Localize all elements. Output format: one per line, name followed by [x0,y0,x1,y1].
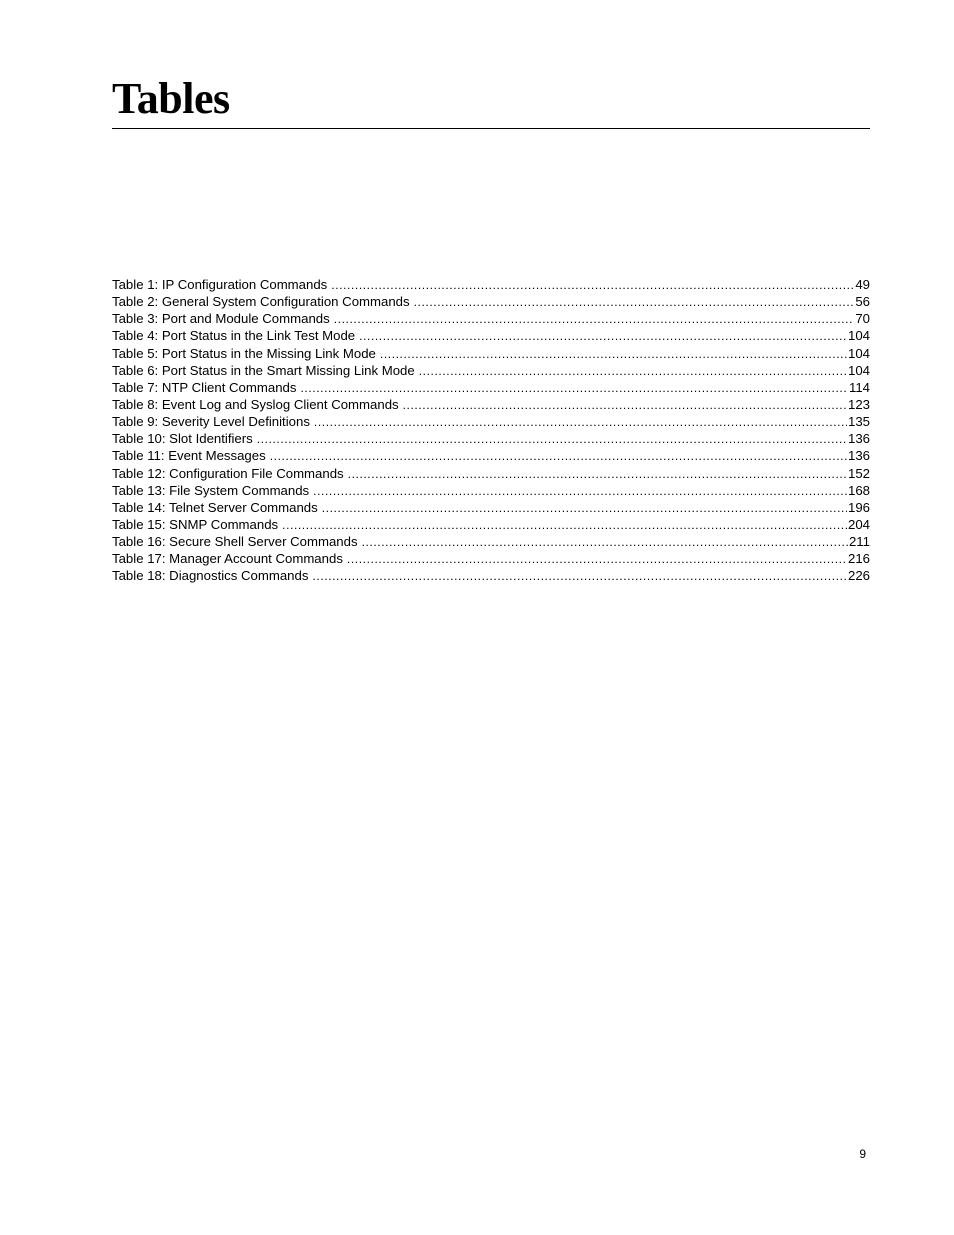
dot-leader [334,311,855,328]
dot-leader [380,346,847,363]
toc-entry[interactable] [112,430,870,447]
toc-entry-page[interactable]: 114 [848,379,870,395]
toc-entry-page[interactable]: 70 [855,311,870,327]
toc-entry-label[interactable]: Table 7: NTP Client Commands [112,379,297,395]
dot-leader [322,500,847,517]
toc-entry[interactable] [112,345,870,362]
toc-entry-page[interactable]: 123 [847,396,870,412]
toc-entry[interactable] [112,327,870,344]
toc-entry[interactable] [112,413,870,430]
toc-entry-page[interactable]: 211 [848,534,870,550]
toc-entry-label[interactable]: Table 16: Secure Shell Server Commands [112,534,358,550]
toc-entry-label[interactable]: Table 13: File System Commands [112,482,310,498]
dot-leader [270,448,847,465]
toc-entry-page[interactable]: 56 [855,294,870,310]
toc-entry-page[interactable]: 135 [847,414,870,430]
dot-leader [300,380,848,397]
toc-entry[interactable] [112,533,870,550]
dot-leader [362,534,848,551]
toc-entry-label[interactable]: Table 11: Event Messages [112,448,266,464]
toc-entry[interactable] [112,516,870,533]
toc-entry-page[interactable]: 216 [847,551,870,567]
toc-entry-page[interactable]: 168 [847,482,870,498]
toc-entry[interactable] [112,499,870,516]
toc-entry[interactable] [112,293,870,310]
toc-entry-page[interactable]: 104 [847,362,870,378]
toc-entry-label[interactable]: Table 15: SNMP Commands [112,516,279,532]
toc-entry-label[interactable]: Table 9: Severity Level Definitions [112,414,310,430]
dot-leader [313,483,847,500]
toc-entry[interactable] [112,567,870,584]
toc-entry-page[interactable]: 226 [847,568,870,584]
toc-entry-label[interactable]: Table 3: Port and Module Commands [112,311,330,327]
toc-entry-page[interactable]: 136 [847,431,870,447]
toc-entry-page[interactable]: 49 [855,277,870,292]
toc-entry[interactable] [112,276,870,293]
toc-entry[interactable] [112,310,870,327]
toc-entry[interactable] [112,396,870,413]
toc-entry[interactable] [112,379,870,396]
toc-entry-page[interactable]: 104 [847,345,870,361]
toc-entry-label[interactable]: Table 6: Port Status in the Smart Missing Link Mode [112,362,415,378]
title-rule [112,128,870,129]
toc-entry[interactable] [112,447,870,464]
toc-entry-label[interactable]: Table 1: IP Configuration Commands [112,277,328,292]
dot-leader [314,414,847,431]
page-number: 9 [859,1147,866,1161]
toc-entry-label[interactable]: Table 4: Port Status in the Link Test Mode [112,328,356,344]
dot-leader [348,466,847,483]
toc-entry-label[interactable]: Table 12: Configuration File Commands [112,465,344,481]
list-of-tables [112,276,870,585]
toc-entry-label[interactable]: Table 17: Manager Account Commands [112,551,343,567]
toc-entry-page[interactable]: 204 [847,516,870,532]
toc-entry-page[interactable]: 136 [847,448,870,464]
toc-entry-label[interactable]: Table 8: Event Log and Syslog Client Commands [112,396,399,412]
toc-entry[interactable] [112,550,870,567]
toc-entry-label[interactable]: Table 18: Diagnostics Commands [112,568,309,584]
toc-entry-page[interactable]: 196 [847,499,870,515]
toc-entry-page[interactable]: 104 [847,328,870,344]
toc-entry[interactable] [112,465,870,482]
page-title: Tables [112,74,230,123]
toc-entry[interactable] [112,362,870,379]
toc-entry-page[interactable]: 152 [847,465,870,481]
dot-leader [347,551,847,568]
toc-entry[interactable] [112,482,870,499]
toc-entry-label[interactable]: Table 5: Port Status in the Missing Link Mode [112,345,376,361]
dot-leader [359,328,847,345]
dot-leader [257,431,847,448]
toc-entry-label[interactable]: Table 10: Slot Identifiers [112,431,253,447]
dot-leader [282,517,847,534]
dot-leader [331,277,854,294]
dot-leader [414,294,855,311]
dot-leader [312,568,847,585]
dot-leader [403,397,847,414]
dot-leader [419,363,847,380]
toc-entry-label[interactable]: Table 2: General System Configuration Commands [112,294,410,310]
toc-entry-label[interactable]: Table 14: Telnet Server Commands [112,499,318,515]
